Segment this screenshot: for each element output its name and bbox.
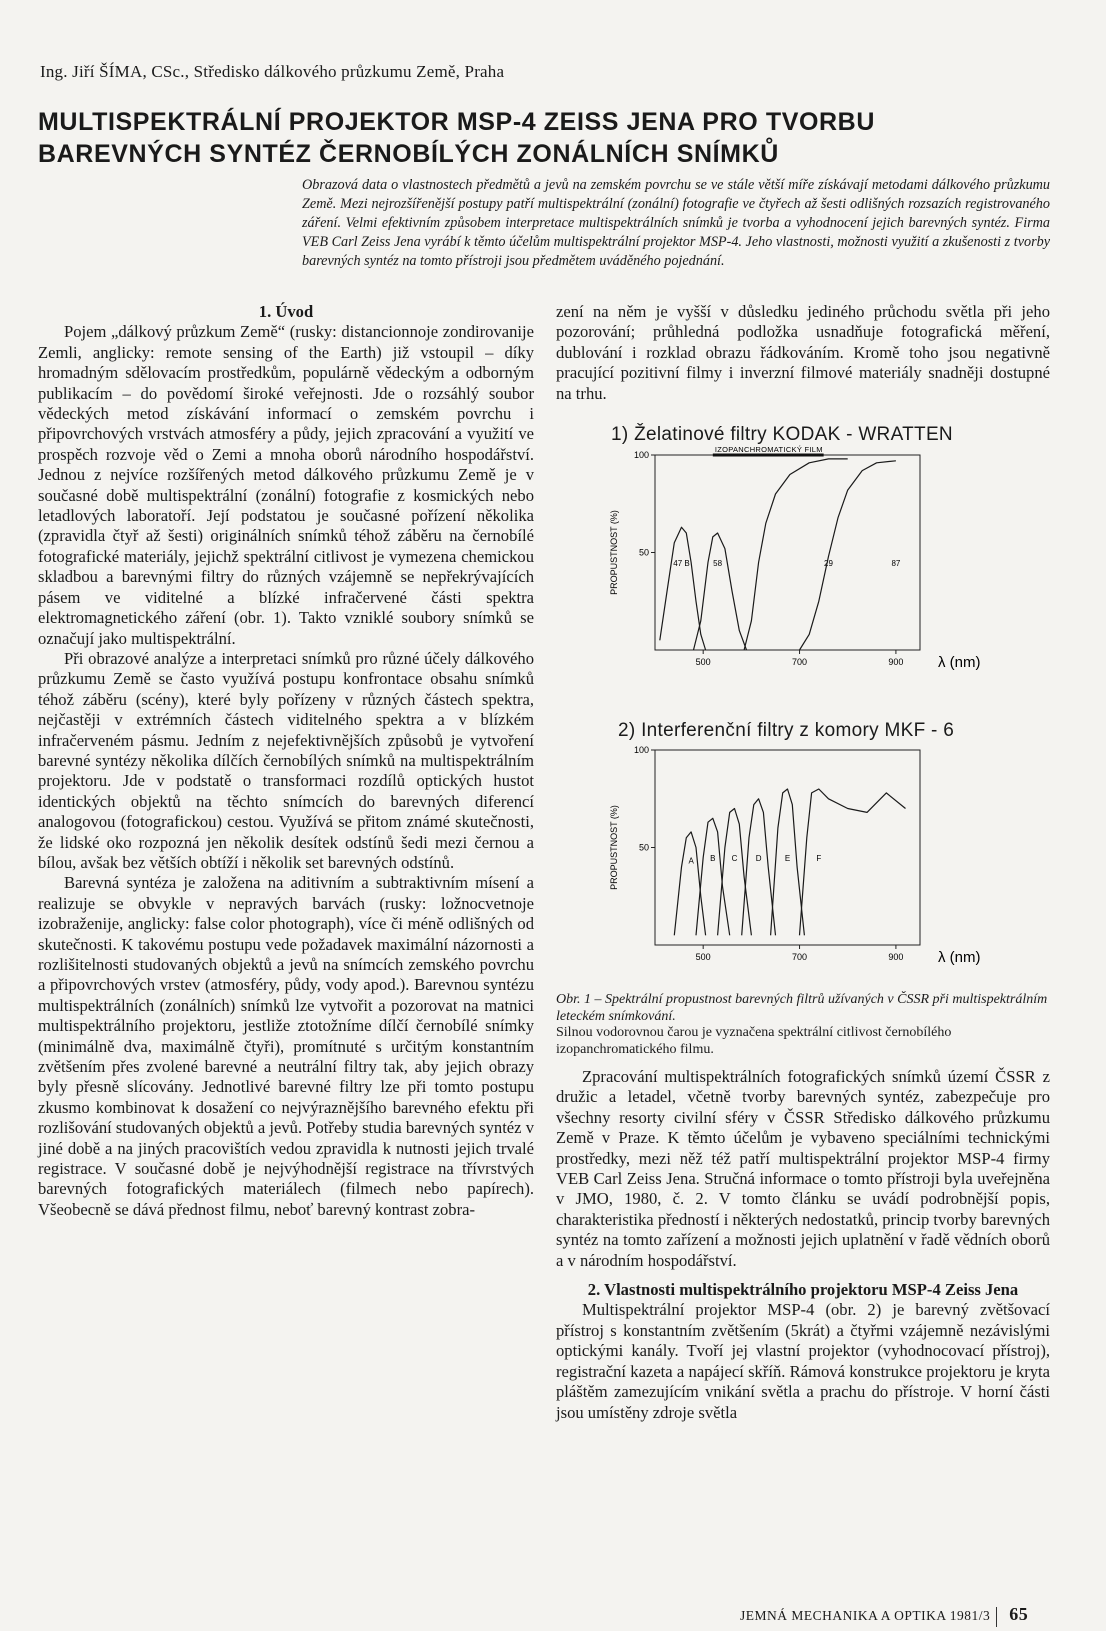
chart2 (600, 745, 1020, 990)
right-column-bottom (556, 1067, 1050, 1423)
caption-italic: Obr. 1 – Spektrální propustnost barevných filtrů užívaných v ČSSR při multispektrálním leteckém snímkování. (556, 992, 1048, 1024)
series-label: 29 (824, 558, 833, 568)
section-heading-intro: 1. Úvod (258, 302, 314, 321)
paragraph: zení na něm je vyšší v důsledku jediného průchodu světla při jeho pozorování; průhledná podložka usnadňuje fotografická měření, dublování i rozklad obrazu řádkováním. Kromě toho jsou negativně pracující pozitivní filmy i inverzní filmové materiály snadněji dostupné na trhu. (556, 302, 1050, 403)
series-line-87 (800, 461, 896, 650)
series-label: 87 (891, 558, 901, 568)
series-label: F (816, 853, 822, 863)
footer-divider (996, 1607, 997, 1627)
series-label: E (784, 853, 791, 863)
chart1-axes (609, 445, 981, 671)
series-label: 47 B (673, 558, 690, 568)
y-tick-label: 50 (638, 547, 649, 558)
title-line-2: BAREVNÝCH SYNTÉZ ČERNOBÍLÝCH ZONÁLNÍCH SNÍMKŮ (38, 140, 779, 168)
y-axis-label: PROPUSTNOST (%) (609, 805, 619, 890)
x-tick-label: 900 (888, 952, 904, 962)
page-number: 65 (1009, 1604, 1029, 1624)
series-line-d (742, 799, 776, 936)
section-heading-2: 2. Vlastnosti multispektrálního projektoru MSP-4 Zeiss Jena (587, 1280, 1019, 1300)
paragraph: Při obrazové analýze a interpretaci snímků pro různé účely dálkového průzkumu Země se často využívá postupu konfrontace obsahu snímků téhož záběru (scény), které byly pořízeny v různých částech spektra, nejčastěji v extrémních částech viditelného spektra a v blízkém infračerveném pásmu. Jedním z nejefektivnějších způsobů je vytvoření barevné syntézy několika dílčích černobílých snímků na multispektrálním projektoru. Jde v podstatě o transformaci rozdílů optických hustot identických objektů na těchto snímcích do barevných diferencí analogovou (fotografickou) cestou. Využívá se přitom známé skutečnosti, že lidské oko rozpozná jen několik desítek odstínů šedi mezi černou a bílou, avšak bez větších obtíží i několik set barevných odstínů. (38, 648, 534, 872)
chart1 (600, 445, 1020, 700)
y-axis-label: PROPUSTNOST (%) (609, 510, 619, 595)
paragraph: Multispektrální projektor MSP-4 (obr. 2) je barevný zvětšovací přístroj s konstantním zvětšením (5krát) a čtyřmi vzájemně nezávislými optickými kanály. Tvoří jej vlastní projektor (vyhodnocovací přístroj), registrační kazeta a napájecí skříň. Rámová konstrukce projektoru je kryta pláštěm zamezujícím vnikání světla a prachu do přístroje. V horní části jsou umístěny zdroje světla (556, 1300, 1050, 1422)
title-line-1: MULTISPEKTRÁLNÍ PROJEKTOR MSP-4 ZEISS JENA PRO TVORBU (38, 108, 875, 136)
series-line-b (696, 818, 730, 935)
y-tick-label: 100 (633, 745, 649, 755)
chart2-series-group (674, 789, 905, 935)
series-label: 58 (713, 558, 723, 568)
author-line: Ing. Jiří ŠÍMA, CSc., Středisko dálkového průzkumu Země, Praha (40, 62, 505, 81)
series-label: B (710, 853, 716, 863)
chart2-title: 2) Interferenční filtry z komory MKF - 6 (618, 720, 955, 741)
plot-frame (655, 455, 920, 650)
x-tick-label: 700 (792, 952, 808, 962)
abstract: Obrazová data o vlastnostech předmětů a jevů na zemském povrchu se ve stále větší míře získávají metodami dálkového průzkumu Země. Mezi nejrozšířenější postupy patří multispektrální (zonální) fotografie ve čtyřech až šesti odlišných rozsazích registrovaného záření. Velmi efektivním způsobem interpretace multispektrálních snímků je tvorba a vyhodnocení jejich barevných syntéz. Firma VEB Carl Zeiss Jena vyrábí k těmto účelům multispektrální projektor MSP-4. Jeho vlastnosti, možnosti využití a zkušenosti z tvorby barevných syntéz na tomto přístroji jsou předmětem uváděného pojednání. (302, 177, 1050, 269)
paragraph: Pojem „dálkový průzkum Země“ (rusky: distancionnoje zondirovanije Zemli, anglicky: remote sensing of the Earth) již vstoupil – díky hromadným sdělovacím prostředkům, populárně vědeckým a odborným publikacím – do povědomí široké veřejnosti. Jde o rozsáhlý soubor vědeckých metod získávání informací o zemském povrchu i připovrchových vrstvách atmosféry a půdy, jejich zpracování a využití ve prospěch rozvoje věd o Zemi a mnoha oborů národního hospodářství. Jednou z nejvíce rozšířených metod dálkového průzkumu Země je v současné době multispektrální (zonální) fotografie z kosmických nebo letadlových laboratoří. Její podstatou je současné pořízení několika (zpravidla čtyř až šesti) originálních snímků téhož záběru na černobílé fotografické materiály, jejichž spektrální citlivost je vymezena chemickou skladbou a barevnými filtry do různých vzájemně se nepřekrývajících pásem ve viditelné a blízké infračervené části spektra elektromagnetického záření (obr. 1). Takto vzniklé soubory snímků se označují jako multispektrální. (38, 322, 534, 648)
series-line-47b (660, 527, 706, 650)
x-axis-label: λ (nm) (938, 949, 981, 966)
page-footer (740, 1604, 1055, 1627)
film-annotation: IZOPANCHROMATICKÝ FILM (714, 445, 823, 454)
right-column-top (556, 302, 1050, 404)
y-tick-label: 50 (638, 842, 649, 853)
series-label: D (755, 853, 762, 863)
x-tick-label: 500 (695, 657, 711, 667)
article-title (38, 106, 1068, 170)
paragraph: Barevná syntéza je založena na aditivním a subtraktivním mísení a realizuje se obvykle v nepravých barvách (rusky: ložnocvetnoje izobraženije, anglicky: false color photograph), více či méně odlišných od skutečnosti. K takovému postupu vede požadavek maximální názornosti a rozlišitelnosti studovaných objektů a jevů na snímcích zemského povrchu a připovrchových vrstev (atmosféry, půdy, vody apod.). Barevnou syntézu multispektrálních (zonálních) snímků lze vytvořit a pozorovat na matnici multispektrálního projektoru, jestliže ztotožníme dílčí černobílé snímky (minimálně dva, maximálně čtyři), promítnuté s určitým konstantním zvětšením přes zvolené barevné a neutrální filtry tak, aby jejich obrazy byly přesně slícovány. Jednotlivé barevné filtry lze při tomto postupu zkusmo kombinovat k dosažení co nejvýraznějšího barevného efektu při rozlišování studovaných objektů a jevů. Potřeby studia barevných syntéz v jiné době a na jiných pracovištích vedou zpravidla k nutnosti jejich trvalé registrace. V současné době je nejvýhodnější registrace na třívrstvých barevných fotografických materiálech (filmech nebo papírech). Všeobecně se dává přednost filmu, neboť barevný kontrast zobra- (38, 873, 534, 1219)
chart2-axes (609, 745, 981, 966)
paragraph: Zpracování multispektrálních fotografických snímků území ČSSR z družic a letadel, včetně tvorby barevných syntéz, zabezpečuje pro všechny resorty civilní sféry v ČSSR Středisko dálkového průzkumu Země v Praze. K těmto účelům je vybaveno speciálními technickými prostředky, mezi něž též patří multispektrální projektor MSP-4 firmy VEB Carl Zeiss Jena. Stručná informace o tomto přístroji byla uveřejněna v JMO, 1980, č. 2. V tomto článku se uvádí podrobnější popis, charakteristika předností i některých nedostatků, princip tvorby barevných syntéz na tomto zařízení a možnosti jejich uplatnění v řadě vědních oborů a v národním hospodářství. (556, 1067, 1050, 1270)
y-tick-label: 100 (633, 450, 649, 460)
chart1-title: 1) Želatinové filtry KODAK - WRATTEN (611, 424, 953, 445)
chart1-series-group (660, 455, 901, 650)
caption-normal: Silnou vodorovnou čarou je vyznačena spektrální citlivost černobílého izopanchromatického filmu. (556, 1025, 952, 1057)
series-label: A (688, 856, 694, 866)
figure-caption (556, 992, 1050, 1058)
series-line-29 (744, 459, 848, 650)
x-tick-label: 900 (888, 657, 904, 667)
journal-name: JEMNÁ MECHANIKA A OPTIKA 1981/3 (740, 1608, 991, 1623)
x-axis-label: λ (nm) (938, 654, 981, 671)
series-label: C (731, 853, 738, 863)
plot-frame (655, 750, 920, 945)
left-column (38, 302, 534, 1220)
series-line-58 (694, 533, 747, 650)
x-tick-label: 700 (792, 657, 808, 667)
x-tick-label: 500 (695, 952, 711, 962)
